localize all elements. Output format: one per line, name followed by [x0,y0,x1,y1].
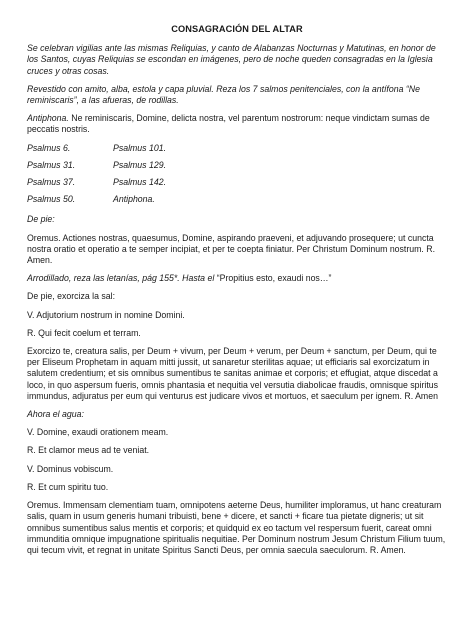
psalm-item: Psalmus 6. [27,142,71,153]
psalm-item: Psalmus 142. [113,177,167,188]
psalm-item: Psalmus 129. [113,159,167,170]
psalms-list [27,143,447,206]
versicle-dominus: V. Dominus vobiscum. [27,463,114,474]
antiphona-paragraph [27,113,447,135]
antiphona-text: Ne reminiscaris, Domine, delicta nostra, vel parentum nostrorum: neque vindictam sumas de peccatis nostris. [27,113,430,135]
arrodillado-text: Arrodillado, reza las letanías, pág 155*. Hasta el [27,273,215,284]
oremus-paragraph-1: Oremus. Actiones nostras, quaesumus, Domine, aspirando praeveni, et adjuvando prosequere; ut cuncta nostra oratio et operatio a te semper incipiat, et per te coepta finiatur. Per Christum Dominum nostrum. R. Amen. [27,232,436,266]
psalm-item: Psalmus 31. [27,159,76,170]
response-qui-fecit: R. Qui fecit coelum et terram. [27,327,141,338]
psalm-item: Psalmus 50. [27,194,76,205]
versicle-domine: V. Domine, exaudi orationem meam. [27,427,169,438]
arrodillado-quote: “Propitius esto, exaudi nos…” [214,273,332,284]
intro-paragraph: Se celebran vigilias ante las mismas Reliquias, y canto de Alabanzas Nocturnas y Matutinas, en honor de los Santos, cuyas Reliquias se escondan en imágenes, pero de noche queden consagradas en la Iglesia cruces y otras cosas. [27,43,436,76]
versicle-adjutorium: V. Adjutorium nostrum in nomine Domini. [27,309,185,320]
response-spiritu: R. Et cum spiritu tuo. [27,481,109,492]
exorcizo-paragraph: Exorcizo te, creatura salis, per Deum + vivum, per Deum + verum, per Deum + sanctum, per Deum, qui te per Eliseum Prophetam in aquam mitti jussit, ut sanaretur sterilitas aquae; ut efficiaris sal exorcizatum in salutem credentium; et sis omnibus sumentibus te sanitas animae et corporis; et effugiat, atque discedat a loco, in quo aspersum fueris, omnis phantasia et nequitia vel versutia diabolicae fraudis, omnisque spiritus immundus, adjuratus per eum qui venturus est judicare vivos et mortuos, et saeculum per ignem. R. Amen [27,346,438,401]
psalm-item: Psalmus 37. [27,177,76,188]
response-clamor: R. Et clamor meus ad te veniat. [27,445,150,456]
exorciza-heading: De pie, exorciza la sal: [27,291,116,302]
document-title: CONSAGRACIÓN DEL ALTAR [171,24,303,34]
vested-paragraph: Revestido con amito, alba, estola y capa pluvial. Reza los 7 salmos penitenciales, con la antífona “Ne reminiscaris”, a las afueras, de rodillas. [27,83,420,106]
psalm-item: Antiphona. [113,194,155,205]
ahora-agua-heading: Ahora el agua: [27,409,84,420]
oremus-paragraph-2: Oremus. Immensam clementiam tuam, omnipotens aeterne Deus, humiliter imploramus, ut hanc creaturam salis, quam in usum generis humani tribuisti, bene + dicere, et sancti + ficare tua pietate digneris; ut sit omnibus sumentibus salus mentis et corporis; et quidquid ex eo tactum vel respersum fuerit, careat omni immunditia omnique impugnatione spiritualis nequitiae. Per Dominum nostrum Jesum Christum Filium tuum, qui tecum vivit, et regnat in unitate Spiritus Sancti Deus, per omnia saecula saeculorum. R. Amen. [27,500,446,555]
psalm-item: Psalmus 101. [113,142,167,153]
de-pie-heading: De pie: [27,214,55,225]
antiphona-label: Antiphona. [27,113,69,124]
arrodillado-paragraph [27,273,447,284]
